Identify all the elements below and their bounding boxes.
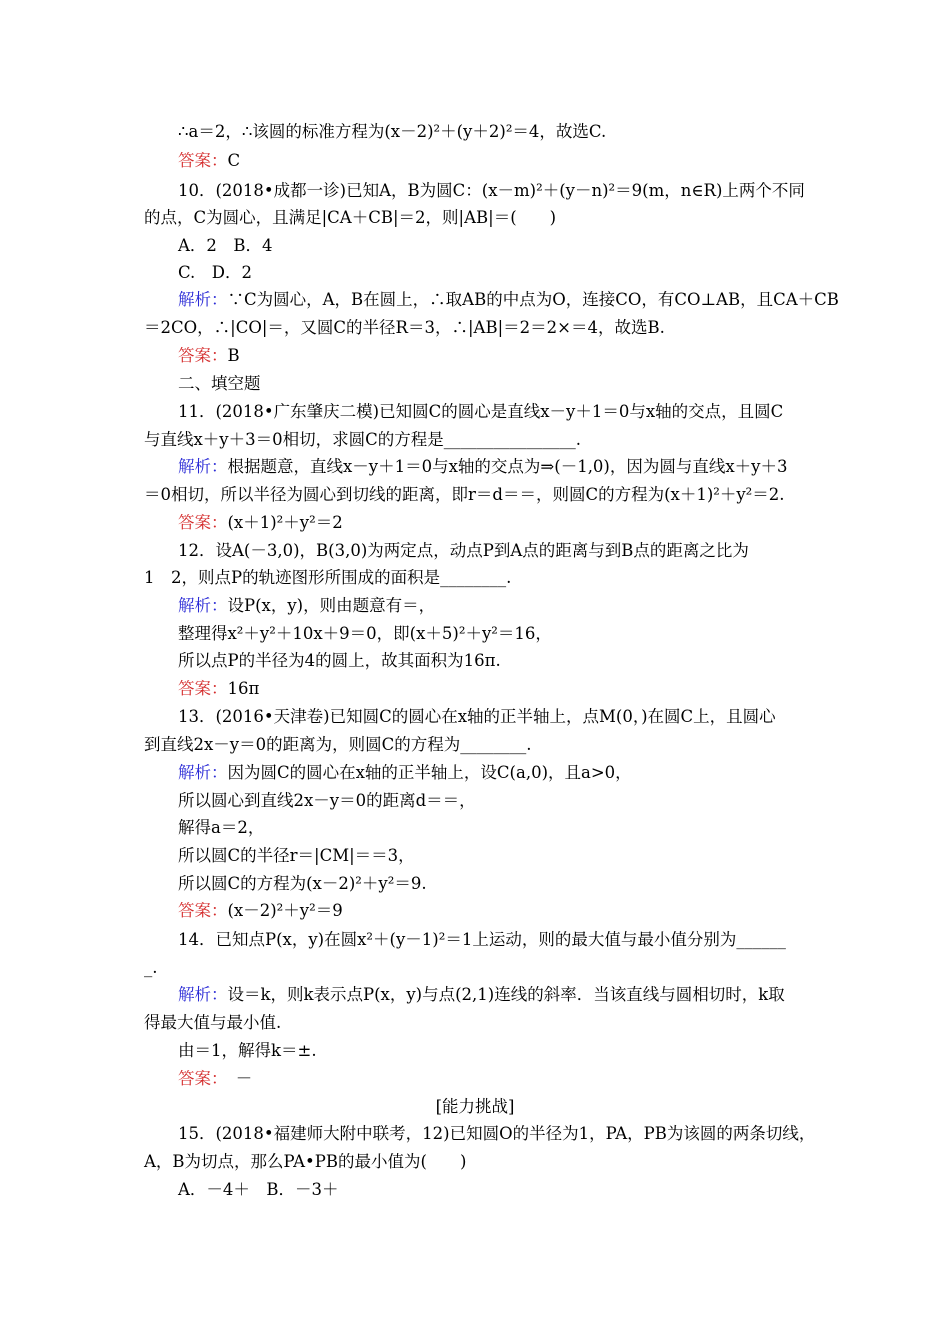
answer-label: 答案： xyxy=(178,346,228,365)
analysis-label: 解析： xyxy=(178,457,228,476)
question-15: 15．(2018•福建师大附中联考，12)已知圆O的半径为1，PA，PB为该圆的两条切线， xyxy=(178,1124,816,1143)
option-line: C. D．2 xyxy=(178,263,253,282)
answer-line xyxy=(178,150,240,172)
text-line: 解得a＝2， xyxy=(178,818,265,837)
analysis-text: 设＝k，则k表示点P(x，y)与点(2,1)连线的斜率．当该直线与圆相切时，k取 xyxy=(227,985,785,1004)
text-line: _. xyxy=(144,958,158,977)
text-line: 与直线x＋y＋3＝0相切，求圆C的方程是________________. xyxy=(144,430,581,449)
answer-label: 答案： xyxy=(178,679,228,698)
text-line: 得最大值与最小值. xyxy=(144,1013,282,1032)
analysis-text: 设P(x，y)，则由题意有＝， xyxy=(227,596,436,615)
answer-text: B xyxy=(227,346,240,365)
answer-label: 答案： xyxy=(178,151,228,170)
answer-text: － xyxy=(219,1069,253,1088)
text-line: 由＝1，解得k＝±. xyxy=(178,1041,317,1060)
question-14: 14．已知点P(x，y)在圆x²＋(y－1)²＝1上运动，则的最大值与最小值分别为______ xyxy=(178,930,786,949)
text-line: 所以圆心到直线2x－y＝0的距离d＝＝， xyxy=(178,791,476,810)
text-line: 所以圆C的半径r＝|CM|＝＝3， xyxy=(178,846,415,865)
question-12: 12．设A(－3,0)，B(3,0)为两定点，动点P到A点的距离与到B点的距离之比为 xyxy=(178,541,749,560)
analysis-label: 解析： xyxy=(178,763,228,782)
answer-text: (x－2)²＋y²＝9 xyxy=(227,901,343,920)
analysis-text: 根据题意，直线x－y＋1＝0与x轴的交点为⇒(－1,0)，因为圆与直线x＋y＋3 xyxy=(227,457,788,476)
answer-line xyxy=(178,900,343,922)
text-line: 的点，C为圆心，且满足|CA＋CB|＝2，则|AB|＝( ) xyxy=(144,208,557,227)
answer-text: (x＋1)²＋y²＝2 xyxy=(227,513,343,532)
answer-text: 16π xyxy=(227,679,260,698)
answer-label: 答案： xyxy=(178,513,228,532)
section-heading: 二、填空题 xyxy=(178,374,261,393)
text-line: 到直线2x－y＝0的距离为，则圆C的方程为________. xyxy=(144,735,532,754)
text-line: 所以点P的半径为4的圆上，故其面积为16π. xyxy=(178,651,501,670)
text-line: 整理得x²＋y²＋10x＋9＝0，即(x＋5)²＋y²＝16， xyxy=(178,624,552,643)
answer-line xyxy=(178,345,240,367)
analysis-line xyxy=(178,595,435,617)
analysis-label: 解析： xyxy=(178,290,228,309)
analysis-label: 解析： xyxy=(178,985,228,1004)
answer-label: 答案： xyxy=(178,901,228,920)
option-line: A．－4＋ B．－3＋ xyxy=(178,1180,339,1199)
answer-label: 答案： xyxy=(178,1069,220,1088)
analysis-line xyxy=(178,762,632,784)
option-line: A．2 B．4 xyxy=(178,236,273,255)
section-heading: [能力挑战] xyxy=(435,1097,515,1116)
question-11: 11．(2018•广东肇庆二模)已知圆C的圆心是直线x－y＋1＝0与x轴的交点，且圆C xyxy=(178,402,784,421)
text-line: ＝0相切，所以半径为圆心到切线的距离，即r＝d＝＝，则圆C的方程为(x＋1)²＋y²＝2. xyxy=(144,485,785,504)
analysis-line xyxy=(178,456,788,478)
analysis-text: 因为圆C的圆心在x轴的正半轴上，设C(a,0)，且a>0， xyxy=(227,763,632,782)
text-line: ＝2CO，∴|CO|＝，又圆C的半径R＝3，∴|AB|＝2＝2×＝4，故选B. xyxy=(144,318,665,337)
question-10: 10．(2018•成都一诊)已知A，B为圆C：(x－m)²＋(y－n)²＝9(m，n∈R)上两个不同 xyxy=(178,181,805,200)
analysis-line xyxy=(178,984,785,1006)
answer-text: C xyxy=(227,151,241,170)
text-line: ∴a＝2，∴该圆的标准方程为(x－2)²＋(y＋2)²＝4，故选C. xyxy=(178,122,607,141)
answer-line xyxy=(178,1068,252,1090)
analysis-label: 解析： xyxy=(178,596,228,615)
answer-line xyxy=(178,512,343,534)
answer-line xyxy=(178,678,259,700)
analysis-line xyxy=(178,289,839,311)
text-line: 1 2，则点P的轨迹图形所围成的面积是________. xyxy=(144,568,512,587)
text-line: 所以圆C的方程为(x－2)²＋y²＝9. xyxy=(178,874,427,893)
analysis-text: ∵C为圆心，A，B在圆上，∴取AB的中点为O，连接CO，有CO⊥AB，且CA＋CB xyxy=(227,290,839,309)
question-13: 13．(2016•天津卷)已知圆C的圆心在x轴的正半轴上，点M(0，)在圆C上，且圆心 xyxy=(178,707,776,726)
text-line: A，B为切点，那么PA•PB的最小值为( ) xyxy=(144,1152,467,1171)
